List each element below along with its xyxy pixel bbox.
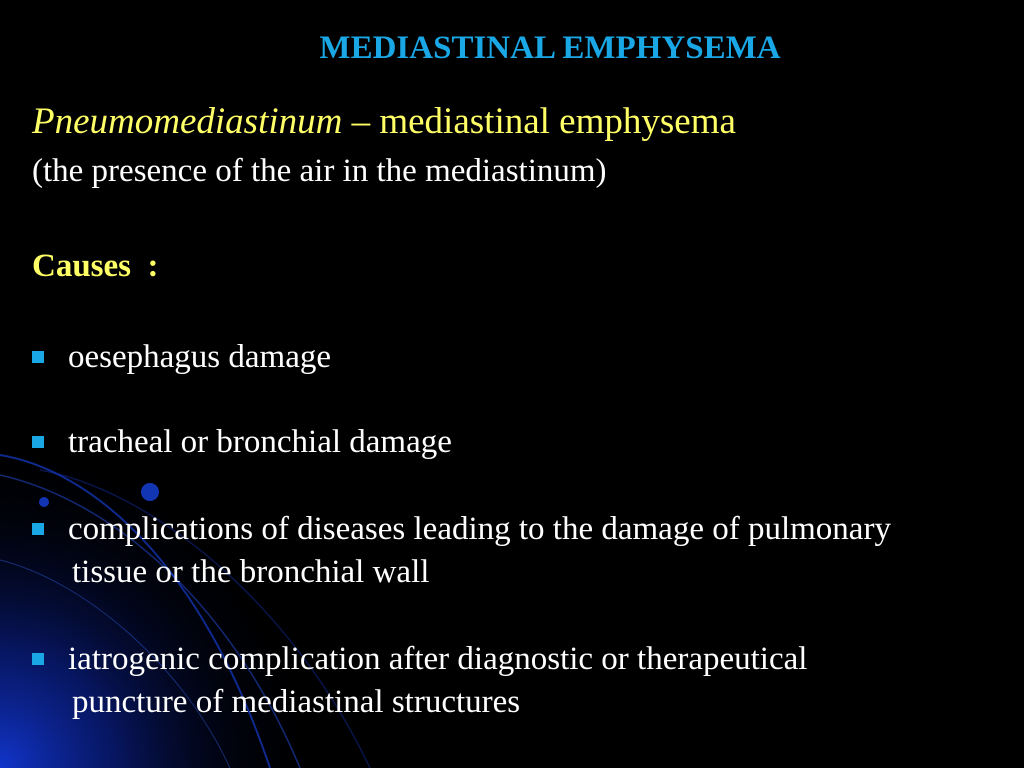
square-bullet-icon — [32, 351, 44, 363]
cause-text-continued: puncture of mediastinal structures — [72, 684, 521, 720]
definition-explanation: (the presence of the air in the mediastinum) — [32, 153, 607, 189]
definition-line — [32, 100, 736, 143]
square-bullet-icon — [32, 436, 44, 448]
cause-text: tracheal or bronchial damage — [68, 424, 452, 460]
definition-dash: – — [342, 101, 380, 142]
causes-heading: Causes : — [32, 248, 159, 284]
cause-text: iatrogenic complication after diagnostic or therapeutical — [68, 641, 808, 677]
definition-term: Pneumomediastinum — [32, 101, 343, 142]
cause-text-continued: tissue or the bronchial wall — [72, 554, 430, 590]
definition-meaning: mediastinal emphysema — [379, 101, 736, 142]
square-bullet-icon — [32, 653, 44, 665]
cause-text: oesephagus damage — [68, 339, 331, 375]
cause-text: complications of diseases leading to the damage of pulmonary — [68, 511, 891, 547]
square-bullet-icon — [32, 523, 44, 535]
slide-title: MEDIASTINAL EMPHYSEMA — [319, 30, 781, 66]
